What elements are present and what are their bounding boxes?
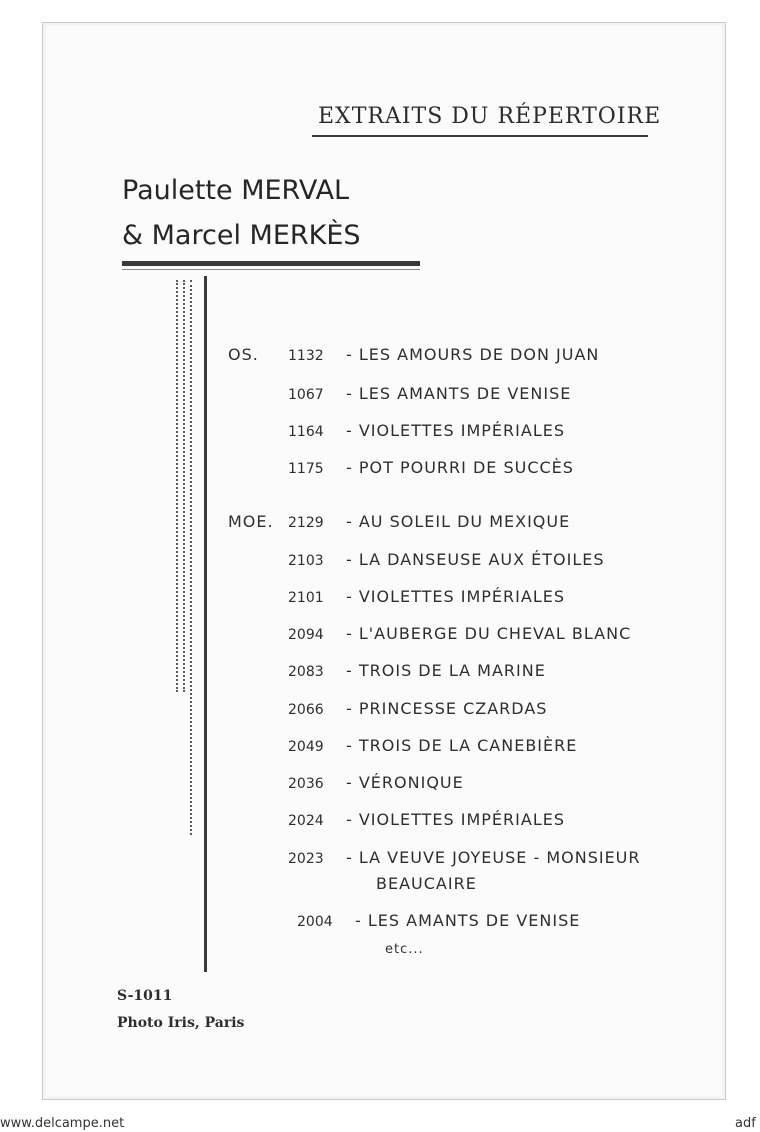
list-item: 2103 - LA DANSEUSE AUX ÉTOILES <box>288 550 605 569</box>
list-item: 2083 - TROIS DE LA MARINE <box>288 661 546 680</box>
vertical-rule <box>204 276 207 972</box>
list-item: 2066 - PRINCESSE CZARDAS <box>288 699 548 718</box>
name-underline-thin <box>122 269 420 270</box>
photo-credit: Photo Iris, Paris <box>117 1015 245 1031</box>
performer-name-2: & Marcel MERKÈS <box>122 220 361 251</box>
name-underline <box>122 261 420 266</box>
header-title: EXTRAITS DU RÉPERTOIRE <box>318 104 662 129</box>
dotted-line-3 <box>190 280 192 835</box>
dotted-line-2 <box>183 280 185 692</box>
list-item: 2094 - L'AUBERGE DU CHEVAL BLANC <box>288 624 632 643</box>
list-item: 2004 - LES AMANTS DE VENISE <box>297 911 581 930</box>
list-item: 2023 - LA VEUVE JOYEUSE - MONSIEUR <box>288 848 641 867</box>
list-item: 2129 - AU SOLEIL DU MEXIQUE <box>288 512 571 531</box>
group-prefix-moe: MOE. <box>228 512 274 531</box>
etc-text: etc... <box>385 942 424 957</box>
watermark-user: adf <box>735 1116 756 1131</box>
list-item: 1067 - LES AMANTS DE VENISE <box>288 384 572 403</box>
list-item-continuation: BEAUCAIRE <box>376 874 477 893</box>
header-underline <box>312 135 648 137</box>
reference-code: S-1011 <box>117 988 173 1004</box>
list-item: 2024 - VIOLETTES IMPÉRIALES <box>288 810 565 829</box>
list-item: 2036 - VÉRONIQUE <box>288 773 464 792</box>
list-item: 1164 - VIOLETTES IMPÉRIALES <box>288 421 565 440</box>
dotted-line-1 <box>176 280 178 692</box>
group-prefix-os: OS. <box>228 345 259 364</box>
performer-name-1: Paulette MERVAL <box>122 175 350 206</box>
list-item: 2049 - TROIS DE LA CANEBIÈRE <box>288 736 578 755</box>
list-item: 2101 - VIOLETTES IMPÉRIALES <box>288 587 565 606</box>
list-item: 1175 - POT POURRI DE SUCCÈS <box>288 458 574 477</box>
watermark-site: www.delcampe.net <box>0 1116 125 1131</box>
list-item: 1132 - LES AMOURS DE DON JUAN <box>288 345 600 364</box>
